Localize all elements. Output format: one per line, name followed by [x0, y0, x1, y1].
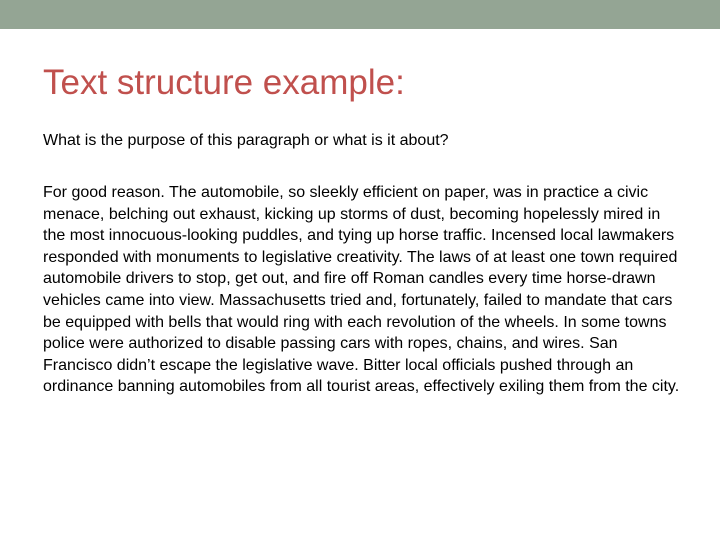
guiding-question: What is the purpose of this paragraph or what is it about?	[43, 132, 449, 149]
top-color-band	[0, 0, 720, 29]
slide-title: Text structure example:	[43, 63, 405, 102]
example-paragraph: For good reason. The automobile, so sleekly efficient on paper, was in practice a civic menace, belching out exhaust, kicking up storms of dust, becoming hopelessly mired in the most innocuous-looking puddles, and tying up horse traffic. Incensed local lawmakers responded with monuments to legislative creativity. The laws of at least one town required automobile drivers to stop, get out, and fire off Roman candles every time horse-drawn vehicles came into view. Massachusetts tried and, fortunately, failed to mandate that cars be equipped with bells that would ring with each revolution of the wheels. In some towns police were authorized to disable passing cars with ropes, chains, and wires. San Francisco didn’t escape the legislative wave. Bitter local officials pushed through an ordinance banning automobiles from all tourist areas, effectively exiling them from the city.	[43, 184, 680, 396]
